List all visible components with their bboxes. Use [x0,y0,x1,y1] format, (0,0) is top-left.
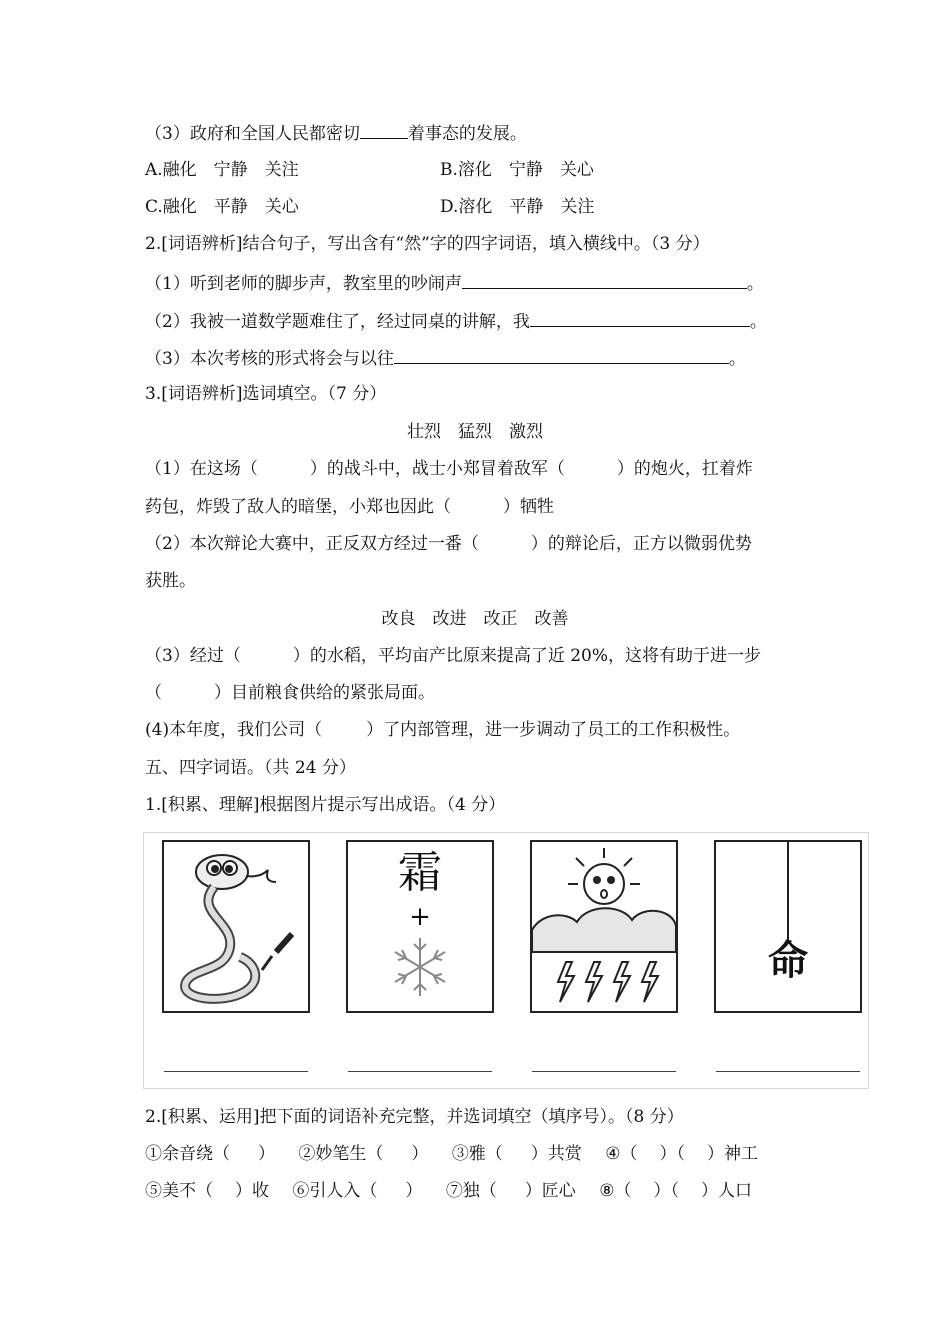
q-text: ）的炮火，扛着炸 [616,459,753,479]
sun-thunder-icon [530,840,678,1013]
section3-title: 3.[词语辨析]选词填空。（7 分） [145,384,387,404]
section3-q2-line2: 获胜。 [145,571,196,591]
snowflake-icon [390,936,450,998]
q-text: ）的辩论后，正方以微弱优势 [530,534,752,554]
answer-line[interactable] [532,1071,676,1072]
idiom-text: ③雅（ [451,1144,503,1164]
section3-q3-line2 [145,682,435,704]
answer-line[interactable] [348,1071,492,1072]
q-text: （2）本次辩论大赛中，正反双方经过一番（ [145,534,479,554]
idiom-text: ）（ [659,1144,685,1164]
idiom-row-1 [145,1143,758,1165]
idiom-item [298,1143,428,1165]
idiom-text: ）匠心 [524,1181,576,1201]
idiom-text: ⑦独（ [445,1181,497,1201]
idiom-text: ）人口 [700,1181,752,1201]
idiom-text: ）收 [235,1181,269,1201]
answer-blank[interactable] [394,346,729,364]
item-text: （1）听到老师的脚步声，教室里的吵闹声 [145,274,462,294]
idiom-text: ）（ [653,1181,679,1201]
word-bank-1: 壮烈 猛烈 激烈 [407,422,543,442]
q3-text-post: 着事态的发展。 [407,124,527,144]
snake-with-brush-icon [162,840,310,1013]
thread-line [787,842,789,942]
section5-q1-title: 1.[积累、理解]根据图片提示写出成语。（4 分） [145,795,506,815]
q-text: （ [145,683,162,703]
thread-hanging-life-icon [714,840,862,1013]
option-b[interactable]: B.溶化 宁静 关心 [440,160,594,180]
idiom-text: ）神工 [706,1144,758,1164]
item-text: （2）我被一道数学题难住了，经过同桌的讲解，我 [145,312,530,332]
life-character: 命 [768,938,808,984]
idiom-text: ②妙笔生（ [298,1144,384,1164]
q-text: (4)本年度，我们公司（ [145,720,323,740]
answer-blank[interactable] [462,271,747,289]
item-end: 。 [746,274,764,294]
answer-line[interactable] [164,1071,308,1072]
q-text: ）目前粮食供给的紧张局面。 [214,683,435,703]
answer-line[interactable] [716,1071,860,1072]
idiom-item [605,1143,758,1165]
item-text: （3）本次考核的形式将会与以往 [145,349,394,369]
idiom-text: ④（ [605,1144,638,1164]
idiom-item [599,1180,752,1202]
answer-blank[interactable] [360,121,408,139]
idiom-item [292,1180,422,1202]
q-text: ）了内部管理，进一步调动了员工的工作积极性。 [366,720,741,740]
plus-sign: + [409,902,431,932]
frost-plus-snowflake-icon [346,840,494,1013]
section3-q3-line1 [145,645,761,667]
section2-item-1 [145,271,764,295]
q-text: ）牺牲 [503,497,554,517]
option-c[interactable]: C.融化 平静 关心 [145,197,299,217]
picture-panel [143,832,869,1089]
section2-title: 2.[词语辨析]结合句子，写出含有“然”字的四字词语，填入横线中。（3 分） [145,234,710,254]
q3-text-pre: （3）政府和全国人民都密切 [145,124,360,144]
q-text: ）的战斗中，战士小郑冒着敌军（ [309,459,565,479]
q-text: （1）在这场（ [145,459,258,479]
section5-q2-title: 2.[积累、运用]把下面的词语补充完整，并选词填空（填序号）。（8 分） [145,1107,684,1127]
section2-item-3 [145,346,746,370]
idiom-text: ）共赏 [530,1144,582,1164]
word-bank-2: 改良 改进 改正 改善 [381,609,569,629]
q-text: ）的水稻，平均亩产比原来提高了近 20%，这将有助于进一步 [292,646,762,666]
section3-q1-line1 [145,458,753,480]
idiom-item [446,1180,576,1202]
idiom-text: ⑥引人入（ [292,1181,378,1201]
q3-line [145,121,527,145]
option-a[interactable]: A.融化 宁静 关注 [145,160,299,180]
idiom-text: ） [258,1144,275,1164]
section5-title: 五、四字词语。（共 24 分） [145,758,356,778]
idiom-text: ） [405,1181,423,1201]
section3-q2-line1 [145,533,752,555]
idiom-item [145,1180,269,1202]
q-text: （3）经过（ [145,646,241,666]
q-text: 药包，炸毁了敌人的暗堡，小郑也因此（ [145,497,451,517]
idiom-item [452,1143,582,1165]
section2-item-2 [145,309,767,333]
idiom-text: ⑤美不（ [145,1181,213,1201]
section3-q4 [145,719,740,741]
option-d[interactable]: D.溶化 平静 关注 [440,197,595,217]
item-end: 。 [749,312,767,332]
idiom-text: ①余音绕（ [145,1144,230,1164]
answer-blank[interactable] [530,309,750,327]
idiom-text: ） [411,1144,429,1164]
idiom-row-2 [145,1180,752,1202]
frost-character: 霜 [398,847,442,898]
idiom-item [145,1143,275,1165]
section3-q1-line2 [145,496,554,518]
idiom-text: ⑧（ [599,1181,632,1201]
item-end: 。 [728,349,746,369]
